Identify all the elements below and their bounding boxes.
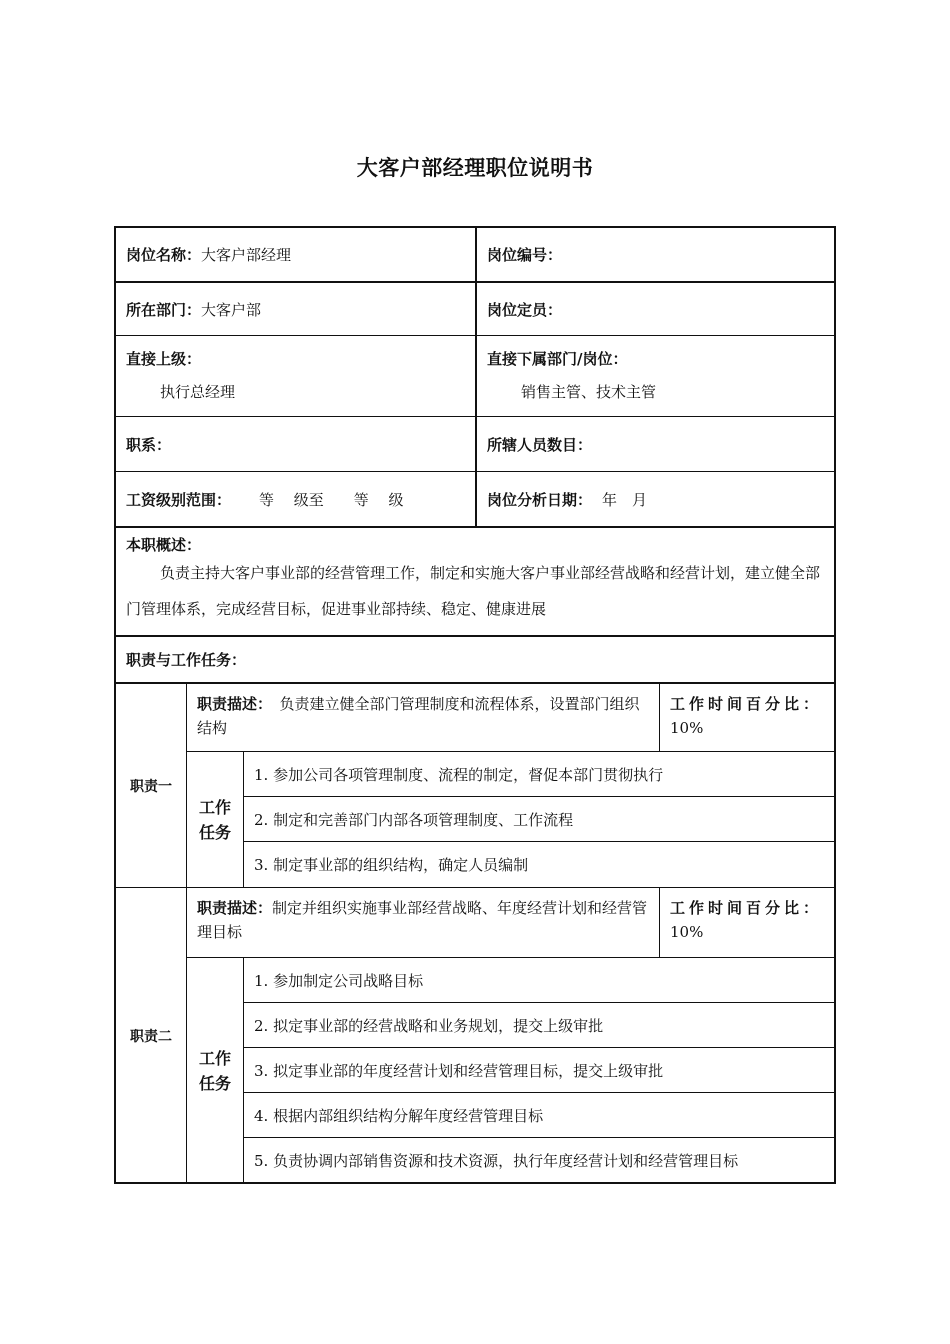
superior-value: 执行总经理	[160, 383, 236, 401]
task-item: 4. 根据内部组织结构分解年度经营管理目标	[244, 1093, 834, 1138]
task-label	[187, 958, 244, 1183]
job-name-value: 大客户部经理	[201, 246, 292, 264]
table-row	[114, 335, 836, 416]
duty-desc-label: 职责描述：	[197, 899, 273, 917]
duty-desc-label: 职责描述：	[197, 695, 265, 713]
duty-body	[187, 684, 834, 887]
duty-block-2	[114, 887, 836, 1183]
job-code-label: 岗位编号：	[487, 246, 563, 264]
task-item: 1. 参加公司各项管理制度、流程的制定，督促本部门贯彻执行	[244, 752, 834, 797]
job-name-cell	[116, 228, 475, 281]
table-row	[114, 226, 836, 281]
task-item: 3. 拟定事业部的年度经营计划和经营管理目标，提交上级审批	[244, 1048, 834, 1093]
analysis-date-cell	[475, 472, 834, 526]
table-bottom-border	[114, 1182, 836, 1184]
task-label-line-2: 任务	[198, 822, 231, 842]
salary-label: 工资级别范围：	[126, 490, 232, 509]
table-row	[114, 471, 836, 526]
series-label: 职系：	[126, 435, 172, 454]
headcount-label: 岗位定员：	[487, 300, 563, 319]
task-item: 3. 制定事业部的组织结构，确定人员编制	[254, 856, 529, 874]
task-item: 2. 制定和完善部门内部各项管理制度、工作流程	[244, 797, 834, 842]
task-label-line-2: 任务	[198, 1073, 231, 1093]
task-label-line-1: 工作	[198, 797, 231, 817]
duty-pct	[660, 684, 834, 751]
task-area	[187, 752, 834, 887]
superior-cell	[116, 336, 475, 416]
staff-count-label: 所辖人员数目：	[487, 435, 593, 454]
duty-pct-label: 工作时间百分比：	[670, 899, 823, 917]
duty-body	[187, 888, 834, 1183]
salary-value: 等 级至 等 级	[259, 490, 404, 509]
task-label	[187, 752, 244, 887]
duty-label: 职责二	[116, 888, 187, 1183]
dept-label: 所在部门：	[126, 300, 202, 319]
document-title: 大客户部经理职位说明书	[356, 156, 594, 180]
duty-desc	[187, 888, 660, 957]
series-cell	[116, 417, 475, 471]
duty-pct-label: 工作时间百分比：	[670, 695, 823, 713]
table-row	[114, 526, 836, 635]
duty-label: 职责一	[116, 684, 187, 887]
subordinate-label: 直接下属部门/岗位：	[487, 350, 628, 368]
task-item: 2. 拟定事业部的经营战略和业务规划，提交上级审批	[244, 1003, 834, 1048]
analysis-date-value: 年 月	[602, 490, 648, 509]
table-row	[114, 635, 836, 682]
task-list	[244, 958, 834, 1183]
duty-pct-value: 10%	[670, 719, 704, 737]
subordinate-value: 销售主管、技术主管	[521, 383, 657, 401]
duty-desc-text: 制定并组织实施事业部经营战略、年度经营计划和经营管理目标	[197, 899, 648, 941]
task-item: 1. 参加制定公司战略目标	[244, 958, 834, 1003]
salary-cell	[116, 472, 475, 526]
task-label-line-1: 工作	[198, 1048, 231, 1068]
staff-count-cell	[475, 417, 834, 471]
duties-label: 职责与工作任务：	[126, 651, 247, 669]
duty-pct-value: 10%	[670, 923, 704, 941]
dept-cell	[116, 283, 475, 335]
duty-desc	[187, 684, 660, 751]
subordinate-cell	[475, 336, 834, 416]
dept-value: 大客户部	[201, 300, 262, 319]
analysis-date-label: 岗位分析日期：	[487, 490, 593, 509]
duty-pct	[660, 888, 834, 957]
duties-header-cell	[116, 637, 834, 682]
job-name-label: 岗位名称：	[126, 246, 202, 264]
table-row	[114, 281, 836, 335]
task-list	[244, 752, 834, 887]
summary-text: 负责主持大客户事业部的经营管理工作，制定和实施大客户事业部经营战略和经营计划，建立健全部门管理体系，完成经营目标，促进事业部持续、稳定、健康进展	[126, 564, 821, 618]
job-description-table	[114, 226, 836, 1183]
duty-desc-row	[187, 684, 834, 752]
job-code-cell	[475, 228, 834, 281]
table-row	[114, 416, 836, 471]
summary-label: 本职概述：	[126, 536, 202, 554]
headcount-cell	[475, 283, 834, 335]
superior-label: 直接上级：	[126, 350, 202, 368]
task-item: 5. 负责协调内部销售资源和技术资源，执行年度经营计划和经营管理目标	[254, 1152, 739, 1170]
duty-desc-row	[187, 888, 834, 958]
duty-block-1	[114, 682, 836, 887]
duty-desc-text: 负责建立健全部门管理制度和流程体系，设置部门组织结构	[197, 695, 640, 737]
summary-cell	[116, 528, 834, 635]
task-area	[187, 958, 834, 1183]
